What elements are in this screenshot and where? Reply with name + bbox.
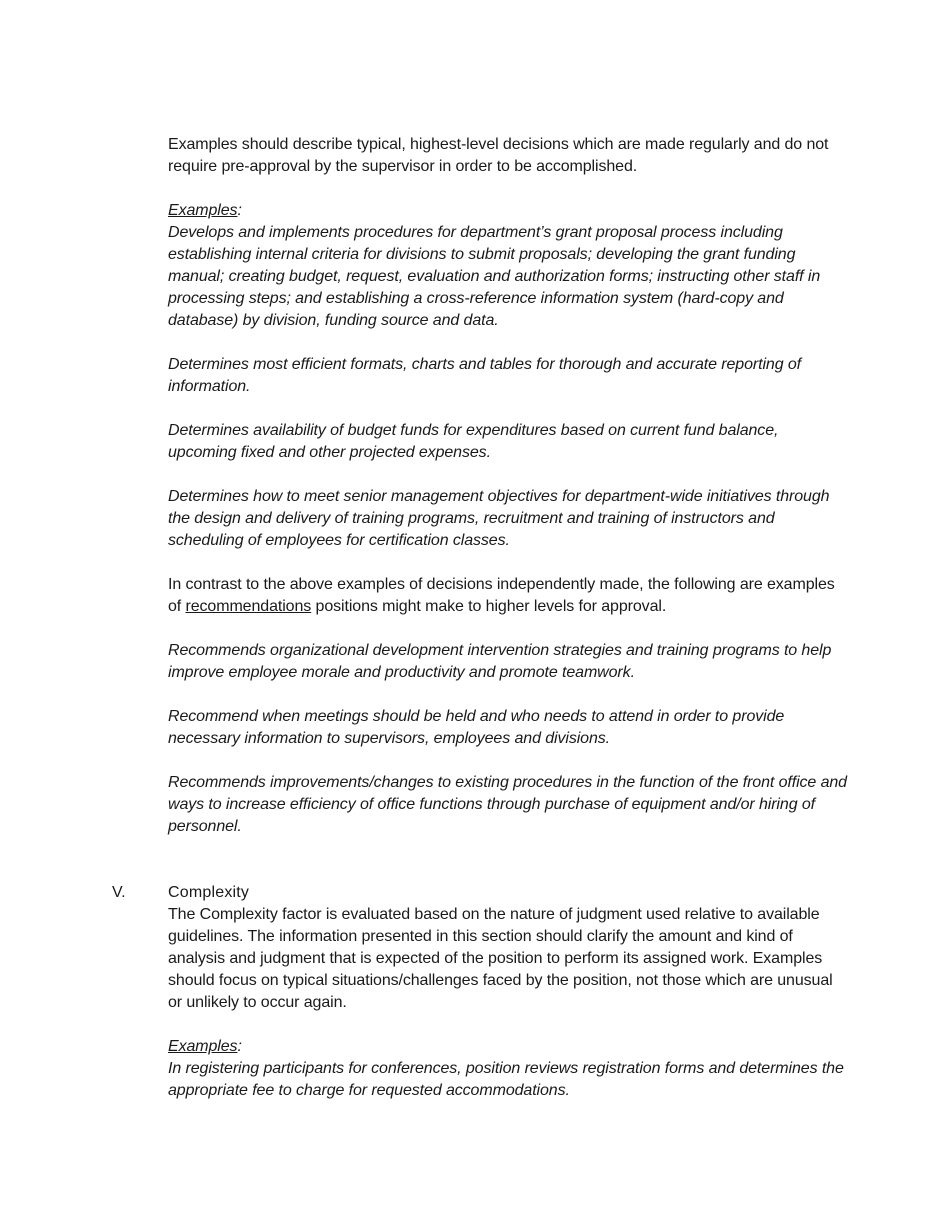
recommendation-example-2: Recommend when meetings should be held and who needs to attend in order to provide necessary information to supervisors, employees and divisions.: [168, 708, 785, 747]
section-title: Complexity: [168, 884, 250, 901]
contrast-after: positions might make to higher levels for approval.: [311, 598, 667, 615]
complexity-examples-label: Examples: [168, 1038, 238, 1055]
recommendation-example-3: Recommends improvements/changes to existing procedures in the function of the front office and ways to increase efficiency of office functions through purchase of equipment and/or hiring of personnel.: [168, 774, 847, 835]
contrast-before: In contrast to the above examples of decisions independently made, the following are examples of: [168, 576, 835, 615]
complexity-example: In registering participants for conferences, position reviews registration forms and determines the appropriate fee to charge for requested accommodations.: [168, 1060, 844, 1099]
page-content: [112, 134, 848, 1124]
intro-paragraph: Examples should describe typical, highest-level decisions which are made regularly and do not require pre-approval by the supervisor in order to be accomplished.: [168, 136, 829, 175]
decision-example-2: Determines most efficient formats, charts and tables for thorough and accurate reporting of information.: [168, 356, 802, 395]
section-number: V.: [112, 884, 126, 901]
recommendation-example-1: Recommends organizational development intervention strategies and training programs to help improve employee morale and productivity and promote teamwork.: [168, 642, 832, 681]
decision-example-1: Develops and implements procedures for department’s grant proposal process including establishing internal criteria for divisions to submit proposals; developing the grant funding manual; creating budget, request, evaluation and authorization forms; instructing other staff in processing steps; and establishing a cross-reference information system (hard-copy and database) by division, funding source and data.: [168, 224, 821, 329]
section-v-heading: [112, 882, 848, 904]
complexity-description: The Complexity factor is evaluated based on the nature of judgment used relative to available guidelines. The information presented in this section should clarify the amount and kind of analysis and judgment that is expected of the position to perform its assigned work. Examples should focus on typical situations/challenges faced by the position, not those which are unusual or unlikely to occur again.: [168, 906, 833, 1011]
decision-example-3: Determines availability of budget funds for expenditures based on current fund balance, upcoming fixed and other projected expenses.: [168, 422, 779, 461]
examples-label: Examples: [168, 202, 238, 219]
complexity-examples-heading: Examples:: [168, 1038, 242, 1055]
decision-example-4: Determines how to meet senior management objectives for department-wide initiatives through the design and delivery of training programs, recruitment and training of instructors and scheduling of employees for certification classes.: [168, 488, 830, 549]
recommendations-term: recommendations: [185, 598, 312, 615]
contrast-paragraph: [168, 574, 848, 618]
examples-heading: Examples:: [168, 202, 242, 219]
